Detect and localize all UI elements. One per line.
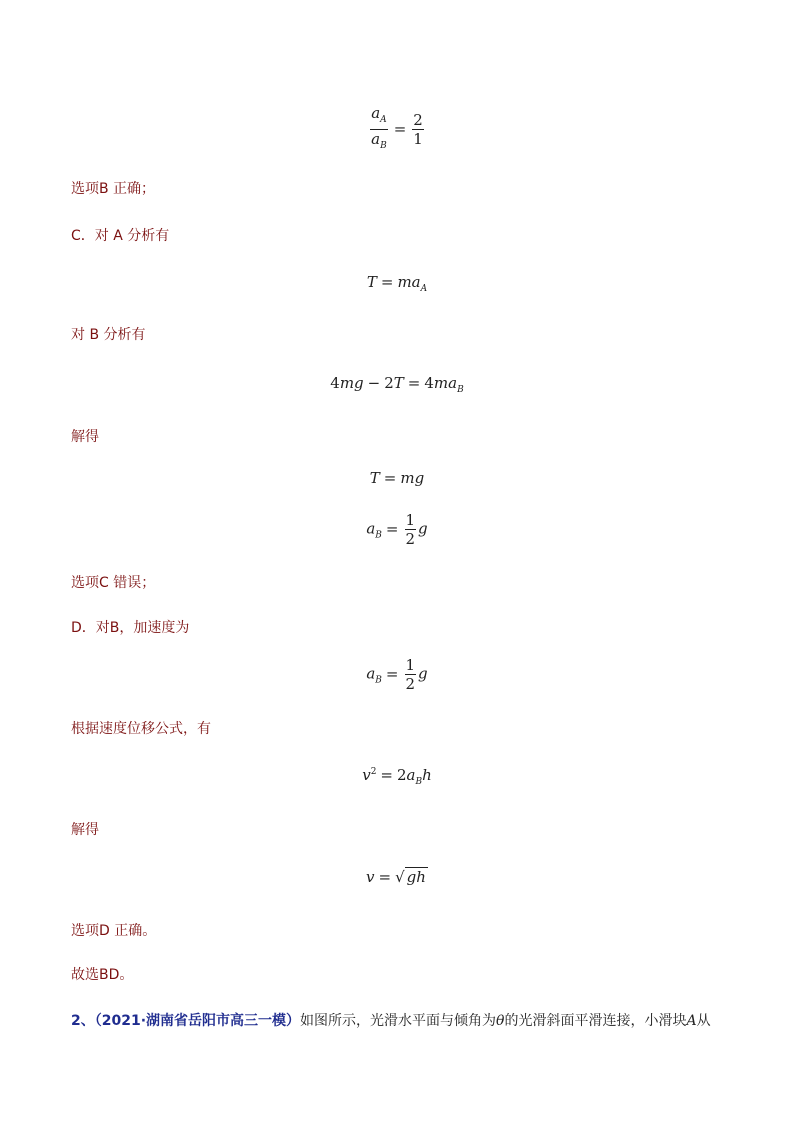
- question-text-before: 如图所示，光滑水平面与倾角为: [300, 1013, 497, 1029]
- question-2: [71, 1010, 711, 1030]
- text-answer: 故选BD。: [71, 967, 134, 983]
- text-b-analysis: 对 B 分析有: [71, 327, 146, 343]
- fraction-half: [405, 511, 417, 548]
- fraction-denominator: 2: [405, 530, 416, 548]
- text-c-analysis-a: C．对 A 分析有: [71, 228, 170, 244]
- text-formula-intro: 根据速度位移公式，有: [71, 721, 211, 737]
- sqrt-symbol: √: [395, 868, 405, 886]
- fraction-numerator: 1: [405, 656, 416, 674]
- var-a: A: [686, 1013, 697, 1029]
- question-text-mid: 的光滑斜面平滑连接，小滑块: [504, 1013, 687, 1029]
- equation-tension-result: T = mg: [369, 469, 425, 487]
- equation-acceleration-ratio: $\frac{a_A}{a_B}$ = $\frac{2}{1}$: [0, 104, 794, 155]
- text-c-wrong: 选项C 错误；: [71, 575, 156, 591]
- fraction-numerator: 1: [405, 511, 416, 529]
- equation-velocity-displacement: $v^2 = 2a_Bh$: [362, 766, 432, 787]
- var-theta: θ: [496, 1013, 505, 1029]
- fraction-denominator: 2: [405, 675, 416, 693]
- text-d-head: D．对B，加速度为: [71, 620, 190, 636]
- equation-acceleration-b-1: $a_B$ = $\frac{1}{2}$ g: [366, 511, 428, 548]
- equation-tension-a: $T = ma_A$: [366, 273, 428, 294]
- text-solve-2: 解得: [71, 822, 99, 838]
- fraction-denominator: 1: [413, 130, 423, 148]
- question-text-end: 从: [696, 1013, 711, 1029]
- text-solve-1: 解得: [71, 429, 99, 445]
- fraction-half: [405, 656, 417, 693]
- fraction-aA-over-aB: $\frac{a_A}{a_B}$: [371, 104, 387, 151]
- equation-acceleration-b-2: $a_B$ = $\frac{1}{2}$ g: [366, 656, 428, 693]
- fraction-ratio-value: [412, 111, 424, 148]
- equation-force-b: $4mg - 2T = 4ma_B$: [330, 374, 464, 395]
- question-number: 2、: [71, 1013, 95, 1029]
- text-d-correct: 选项D 正确。: [71, 923, 157, 939]
- equation-velocity-result: v = √ gh: [366, 868, 426, 886]
- fraction-numerator: 2: [413, 111, 423, 129]
- text-b-correct: 选项B 正确；: [71, 181, 156, 197]
- question-source: （2021·湖南省岳阳市高三一模）: [94, 1013, 301, 1029]
